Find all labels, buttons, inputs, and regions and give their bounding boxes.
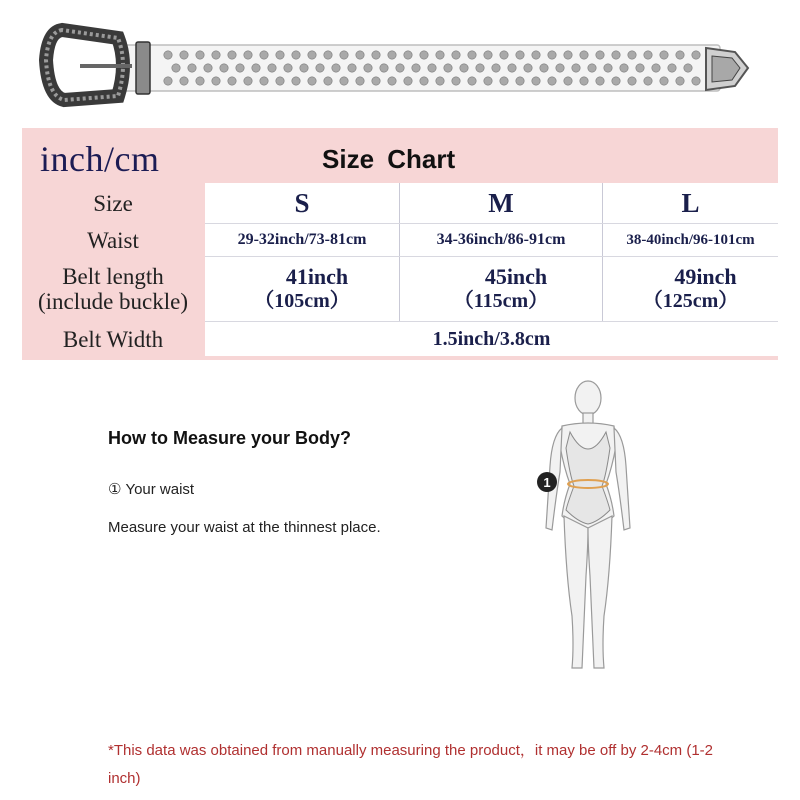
belt-stud: [524, 64, 532, 72]
belt-length-note: (include buckle): [37, 289, 189, 314]
belt-stud: [308, 77, 316, 85]
belt-stud: [644, 51, 652, 59]
grid-line: [205, 321, 778, 322]
belt-stud: [388, 77, 396, 85]
belt-stud: [220, 64, 228, 72]
belt-stud: [684, 64, 692, 72]
length-value-m: 45inch （115cm）: [400, 257, 602, 321]
belt-keeper: [136, 42, 150, 94]
belt-stud: [620, 64, 628, 72]
belt-stud: [364, 64, 372, 72]
belt-stud: [244, 77, 252, 85]
belt-stud: [452, 77, 460, 85]
guide-heading: How to Measure your Body?: [108, 428, 352, 448]
belt-stud: [556, 64, 564, 72]
belt-stud: [164, 77, 172, 85]
waist-value-l: 38-40inch/96-101cm: [603, 224, 778, 256]
row-label-belt-width: Belt Width: [22, 322, 204, 356]
belt-stud: [292, 51, 300, 59]
belt-stud: [548, 51, 556, 59]
belt-stud: [676, 77, 684, 85]
belt-stud: [252, 64, 260, 72]
grid-line: [205, 223, 778, 224]
belt-stud: [204, 64, 212, 72]
belt-stud: [660, 51, 668, 59]
belt-stud: [500, 51, 508, 59]
belt-stud: [324, 51, 332, 59]
belt-stud: [572, 64, 580, 72]
belt-stud: [260, 51, 268, 59]
belt-stud: [276, 51, 284, 59]
belt-stud: [228, 51, 236, 59]
waist-value-s: 29-32inch/73-81cm: [205, 224, 399, 256]
belt-stud: [548, 77, 556, 85]
belt-stud: [516, 51, 524, 59]
belt-stud: [668, 64, 676, 72]
belt-stud: [516, 77, 524, 85]
belt-stud: [580, 77, 588, 85]
belt-stud: [492, 64, 500, 72]
belt-stud: [460, 64, 468, 72]
belt-stud: [356, 77, 364, 85]
step-number-icon: ①: [108, 480, 122, 498]
belt-stud: [636, 64, 644, 72]
row-label-belt-length: [22, 257, 204, 321]
belt-stud: [172, 64, 180, 72]
belt-stud: [348, 64, 356, 72]
grid-line: [205, 256, 778, 257]
belt-length-label: Belt length: [62, 264, 164, 289]
belt-stud: [356, 51, 364, 59]
belt-illustration: [0, 0, 800, 120]
marker-number: 1: [543, 475, 551, 490]
belt-stud: [652, 64, 660, 72]
belt-stud: [468, 77, 476, 85]
belt-stud: [324, 77, 332, 85]
belt-stud: [420, 77, 428, 85]
belt-stud: [580, 51, 588, 59]
belt-stud: [444, 64, 452, 72]
row-label-size: Size: [22, 183, 204, 223]
belt-stud: [452, 51, 460, 59]
unit-label: inch/cm: [40, 139, 160, 179]
belt-stud: [404, 77, 412, 85]
belt-stud: [428, 64, 436, 72]
belt-stud: [284, 64, 292, 72]
grid-line: [399, 183, 400, 321]
length-value-l: 49inch （125cm）: [603, 257, 778, 321]
belt-stud: [692, 77, 700, 85]
belt-stud: [436, 51, 444, 59]
belt-stud: [596, 51, 604, 59]
belt-stud: [212, 77, 220, 85]
belt-stud: [260, 77, 268, 85]
belt-stud: [628, 77, 636, 85]
length-value-s: 41inch （105cm）: [205, 257, 399, 321]
row-label-waist: Waist: [22, 224, 204, 256]
belt-stud: [420, 51, 428, 59]
belt-stud: [484, 51, 492, 59]
belt-stud: [268, 64, 276, 72]
belt-stud: [612, 77, 620, 85]
belt-stud: [484, 77, 492, 85]
waist-value-m: 34-36inch/86-91cm: [400, 224, 602, 256]
belt-stud: [436, 77, 444, 85]
belt-stud: [676, 51, 684, 59]
belt-stud: [468, 51, 476, 59]
belt-stud: [340, 77, 348, 85]
guide-instruction: Measure your waist at the thinnest place.: [108, 519, 381, 536]
belt-stud: [476, 64, 484, 72]
belt-stud: [388, 51, 396, 59]
belt-stud: [212, 51, 220, 59]
footnote-disclaimer: *This data was obtained from manually measuring the product，it may be off by 2-4cm (1-2 inch): [108, 742, 714, 787]
belt-stud: [196, 77, 204, 85]
body-figure-illustration: [526, 376, 636, 676]
belt-stud: [660, 77, 668, 85]
belt-stud: [372, 51, 380, 59]
belt-stud: [300, 64, 308, 72]
step-label: Your waist: [125, 481, 195, 498]
guide-step-waist: [108, 480, 194, 498]
belt-buckle: [46, 30, 132, 100]
belt-stud: [564, 77, 572, 85]
belt-stud: [628, 51, 636, 59]
belt-stud: [236, 64, 244, 72]
size-header-s: S: [205, 183, 399, 223]
belt-stud: [500, 77, 508, 85]
belt-stud: [316, 64, 324, 72]
belt-stud: [180, 51, 188, 59]
belt-stud: [644, 77, 652, 85]
belt-width-value: 1.5inch/3.8cm: [205, 322, 778, 356]
belt-stud: [588, 64, 596, 72]
belt-stud: [564, 51, 572, 59]
belt-stud: [244, 51, 252, 59]
belt-stud: [308, 51, 316, 59]
size-chart-table: [22, 128, 778, 360]
belt-stud: [228, 77, 236, 85]
belt-stud: [532, 51, 540, 59]
belt-stud: [604, 64, 612, 72]
belt-stud: [276, 77, 284, 85]
belt-stud: [612, 51, 620, 59]
belt-stud: [292, 77, 300, 85]
belt-stud: [332, 64, 340, 72]
belt-stud: [180, 77, 188, 85]
chart-title: Size Chart: [322, 144, 456, 174]
belt-stud: [692, 51, 700, 59]
belt-stud: [404, 51, 412, 59]
size-header-m: M: [400, 183, 602, 223]
belt-stud: [508, 64, 516, 72]
belt-stud: [196, 51, 204, 59]
belt-stud: [340, 51, 348, 59]
belt-stud: [372, 77, 380, 85]
belt-stud: [188, 64, 196, 72]
grid-line: [602, 183, 603, 321]
size-header-l: L: [603, 183, 778, 223]
belt-stud: [532, 77, 540, 85]
belt-stud: [396, 64, 404, 72]
belt-stud: [412, 64, 420, 72]
belt-stud: [596, 77, 604, 85]
belt-stud: [380, 64, 388, 72]
belt-stud: [540, 64, 548, 72]
belt-stud: [164, 51, 172, 59]
